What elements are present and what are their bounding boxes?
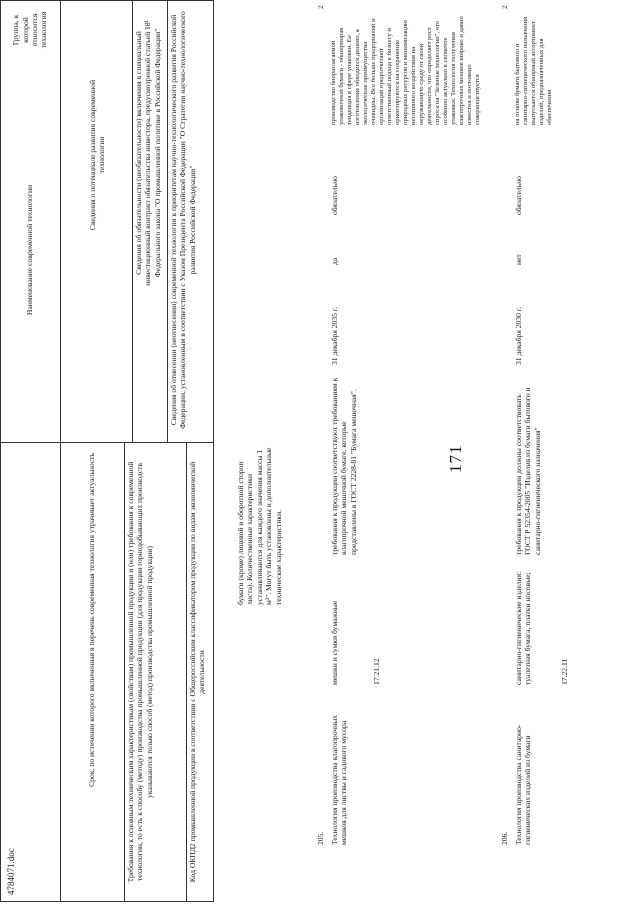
table-rule: [0, 442, 213, 443]
table-rule: [132, 0, 133, 443]
row-product: санитарно-гигиенические изделия: туалетная бумага, платки носовые;: [514, 571, 533, 685]
row-priority: да: [330, 257, 339, 265]
header-potential: Сведения о потенциале развития современной технологии: [87, 79, 106, 231]
header-group: Группа, к которой относится технология: [11, 11, 49, 49]
table-rule: [0, 0, 1, 902]
header-requirements: Требования к основным техническим характеристикам (свойствам) промышленной продукции и (или) требования к современной технологии, то есть к способу (методу) производства промышленной продукции (для продукции горнодобывающих производств указываются только способ (метод) производства промышленной продукции): [126, 461, 154, 883]
row-term: 31 декабря 2035 г.: [330, 307, 339, 365]
header-priority: Сведения об отнесении (неотнесении) современной технологии к приоритетам научно-технологического развития Российской Федерации, установленным в соответствии с Указом Президента Российской Федерации "О Стратегии научно-технологического развития Российской Федерации": [169, 11, 197, 429]
table-rule: [213, 0, 214, 443]
row-priority: нет: [514, 254, 523, 265]
header-okpd: Код ОКПД2 промышленной продукции в соответствии с Общероссийским классификатором продукции по видам экономической деятельности: [188, 461, 207, 883]
table-rule: [213, 443, 214, 902]
row-term: 31 декабря 2030 г.: [514, 307, 523, 365]
header-term: Срок, по истечении которого включенная в перечень современная технология утрачивает актуальность: [87, 453, 97, 787]
row-group: 2: [316, 5, 325, 9]
table-rule: [167, 0, 168, 443]
header-tech-name: Наименование современной технологии: [25, 184, 35, 316]
table-rule: [124, 443, 125, 902]
table-rule: [0, 901, 213, 902]
table-rule: [0, 0, 213, 1]
row-okpd: 17.21.12: [372, 658, 381, 685]
row-obligation: обязательно: [330, 176, 339, 215]
document-id: 4784071.doc: [6, 848, 16, 895]
table-row: [500, 5, 620, 845]
row-okpd: 17.22.11: [560, 658, 569, 685]
requirements-continuation: бумаги (кроме) лицевой и оборотной сторон листа). Количественные характеристики устанавливаются для каждого значения массы 1 м²". Могут быть установлены и дополнительные технические характеристики.: [236, 447, 283, 605]
table-row: [316, 5, 481, 845]
header-obligation: Сведения об обязательности (необязательности) включения в специальный инвестиционный контракт обязательства инвестора, предусмотренной статьей 18¹ Федерального закона "О промышленной политике в Российской Федерации": [134, 20, 162, 286]
table-rule: [186, 443, 187, 902]
page-number: 171: [446, 444, 465, 473]
row-tech: Технология производства влагопрочных мешков для листвы и садового мусора: [330, 714, 349, 845]
row-product: мешки и сумки бумажные: [330, 600, 339, 685]
row-obligation: обязательно: [514, 176, 523, 215]
header-product: [2, 447, 58, 897]
row-requirements: требования к продукции соответствуют требованиям к влагопрочной мешочной бумаге, которые представлены в ГОСТ 2228-81 "Бумага мешочная".: [330, 377, 358, 555]
table-rule: [60, 443, 61, 902]
row-group: 2: [500, 5, 509, 9]
row-tech: Технология производства санитарно-гигиенических изделий из бумаги: [514, 724, 533, 845]
row-requirements: требования к продукции должны соответствовать ГОСТ Р 52354-2005 "Изделия из бумаги бытового и санитарно-гигиенического назначения": [514, 387, 542, 555]
row-number: 205.: [316, 831, 325, 845]
table-rule: [60, 0, 61, 443]
row-number: 206.: [500, 831, 509, 845]
row-potential: производство биоразлагаемой упаковочной бумаги - обширнорая тенденция в сфере упаковки. Ее изготовление обходится дешево, а экологические преимущества очевидны. Все больше предприятий и организаций предпочитают ответственный подход к бизнесу и ориентируются на сохранение природных ресурсов и минимизацию негативного воздействия на окружающую среду от своей деятельности, что определяет рост спроса на "Зеленые технологии", что особенно актуально в сегменте упаковки. Технология получения влагопрочных мешков широко и давно известна и постоянно совершенствуется: [330, 16, 481, 125]
row-potential: на основе бумаги бытового и санитарно-гигиенического назначения выпускается обширный ассортимент изделий, предназначенных для обеспечения: [514, 16, 553, 125]
